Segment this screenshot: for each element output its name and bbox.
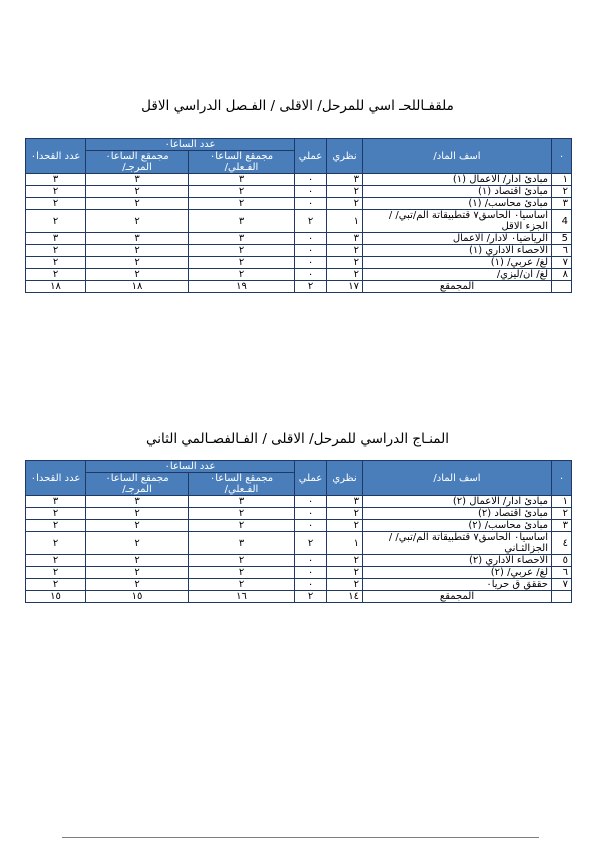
cell-practical: ٠ bbox=[295, 508, 327, 520]
header-units: عدد القحدا٠ bbox=[26, 461, 86, 496]
total-actual-hours: ١٦ bbox=[189, 591, 295, 603]
cell-practical: ٠ bbox=[295, 198, 327, 210]
cell-approved-hours: ٢ bbox=[86, 567, 189, 579]
total-row bbox=[26, 591, 572, 603]
cell-actual-hours: ٢ bbox=[189, 269, 295, 281]
cell-approved-hours: ٢ bbox=[86, 269, 189, 281]
total-row bbox=[26, 281, 572, 293]
cell-actual-hours: ٣ bbox=[189, 496, 295, 508]
cell-num: ٢ bbox=[552, 508, 572, 520]
cell-theory: ٢ bbox=[327, 567, 363, 579]
cell-practical: ٠ bbox=[295, 233, 327, 245]
header-actual-hours: مجمقع الساعا٠ الفـعلي/ bbox=[189, 151, 295, 174]
cell-units: ٢ bbox=[26, 579, 86, 591]
total-num-cell bbox=[552, 281, 572, 293]
table-row bbox=[26, 579, 572, 591]
header-practical: عملي bbox=[295, 139, 327, 174]
cell-subject: الرياضيا٠ لادار/ الاعمال bbox=[363, 233, 552, 245]
cell-practical: ٠ bbox=[295, 257, 327, 269]
cell-subject: الاحصاء الاداري (١) bbox=[363, 245, 552, 257]
cell-units: ٣ bbox=[26, 174, 86, 186]
cell-practical: ٠ bbox=[295, 567, 327, 579]
total-actual-hours: ١٩ bbox=[189, 281, 295, 293]
total-units: ١٨ bbox=[26, 281, 86, 293]
cell-units: ٢ bbox=[26, 508, 86, 520]
cell-units: ٢ bbox=[26, 532, 86, 555]
table-row bbox=[26, 567, 572, 579]
cell-subject: مبادئ ادار/ الاعمال (٢) bbox=[363, 496, 552, 508]
cell-practical: ٠ bbox=[295, 579, 327, 591]
cell-num: ٥ bbox=[552, 555, 572, 567]
cell-practical: ٠ bbox=[295, 174, 327, 186]
cell-theory: ١ bbox=[327, 210, 363, 233]
header-approved-hours: مجمقع الساعا٠ المرجـ/ bbox=[86, 473, 189, 496]
cell-theory: ٢ bbox=[327, 257, 363, 269]
total-practical: ٢ bbox=[295, 281, 327, 293]
cell-units: ٣ bbox=[26, 233, 86, 245]
cell-num: ٣ bbox=[552, 520, 572, 532]
footer-divider bbox=[62, 837, 539, 838]
cell-actual-hours: ٣ bbox=[189, 532, 295, 555]
total-approved-hours: ١٥ bbox=[86, 591, 189, 603]
cell-num: ١ bbox=[552, 174, 572, 186]
header-theory: نظري bbox=[327, 139, 363, 174]
table1-title: ملقفـاللحـ اسي للمرحل/ الاقلى / الفـصل الدراسي الاقل bbox=[141, 98, 454, 114]
cell-num: 5 bbox=[552, 233, 572, 245]
cell-approved-hours: ٢ bbox=[86, 520, 189, 532]
cell-practical: ٠ bbox=[295, 555, 327, 567]
header-practical: عملي bbox=[295, 461, 327, 496]
cell-theory: ٣ bbox=[327, 496, 363, 508]
cell-actual-hours: ٢ bbox=[189, 520, 295, 532]
total-theory: ١٧ bbox=[327, 281, 363, 293]
cell-subject: مبادئ اقتصاد (١) bbox=[363, 186, 552, 198]
total-practical: ٢ bbox=[295, 591, 327, 603]
cell-num: ١ bbox=[552, 496, 572, 508]
cell-practical: ٠ bbox=[295, 186, 327, 198]
cell-approved-hours: ٣ bbox=[86, 496, 189, 508]
cell-approved-hours: ٢ bbox=[86, 555, 189, 567]
cell-subject: اساسيا٠ الحاسق٧ قتطبيقاتة الم/تبي/ / الجزء الاقل bbox=[363, 210, 552, 233]
cell-approved-hours: ٢ bbox=[86, 508, 189, 520]
cell-units: ٢ bbox=[26, 210, 86, 233]
cell-subject: مبادئ اقتصاد (٢) bbox=[363, 508, 552, 520]
cell-approved-hours: ٢ bbox=[86, 245, 189, 257]
cell-practical: ٢ bbox=[295, 532, 327, 555]
total-units: ١٥ bbox=[26, 591, 86, 603]
cell-theory: ٢ bbox=[327, 198, 363, 210]
semester1-table bbox=[25, 138, 572, 293]
cell-subject: لغ/ عربي/ (١) bbox=[363, 257, 552, 269]
cell-theory: ٢ bbox=[327, 579, 363, 591]
cell-units: ٢ bbox=[26, 198, 86, 210]
cell-num: ٢ bbox=[552, 186, 572, 198]
cell-units: ٢ bbox=[26, 269, 86, 281]
cell-subject: مبادئ محاسب/ (٢) bbox=[363, 520, 552, 532]
cell-subject: مبادئ محاسب/ (١) bbox=[363, 198, 552, 210]
cell-actual-hours: ٣ bbox=[189, 210, 295, 233]
cell-approved-hours: ٢ bbox=[86, 532, 189, 555]
cell-num: ٦ bbox=[552, 245, 572, 257]
cell-actual-hours: ٢ bbox=[189, 567, 295, 579]
cell-theory: ٣ bbox=[327, 233, 363, 245]
table-row bbox=[26, 198, 572, 210]
cell-subject: لغ/ عربي/ (٢) bbox=[363, 567, 552, 579]
cell-practical: ٠ bbox=[295, 269, 327, 281]
cell-subject: اساسيا٠ الحاسق٧ قتطبيقاتة الم/تبي/ / الجزالثـاني bbox=[363, 532, 552, 555]
cell-subject: لغ/ ان/ليزي/ bbox=[363, 269, 552, 281]
table-row bbox=[26, 210, 572, 233]
cell-approved-hours: ٢ bbox=[86, 257, 189, 269]
cell-approved-hours: ٢ bbox=[86, 198, 189, 210]
table-row bbox=[26, 520, 572, 532]
cell-units: ٢ bbox=[26, 555, 86, 567]
cell-actual-hours: ٢ bbox=[189, 508, 295, 520]
cell-approved-hours: ٢ bbox=[86, 579, 189, 591]
cell-practical: ٢ bbox=[295, 210, 327, 233]
cell-num: 4 bbox=[552, 210, 572, 233]
cell-subject: مبادئ ادار/ الاعمال (١) bbox=[363, 174, 552, 186]
cell-practical: ٠ bbox=[295, 520, 327, 532]
cell-approved-hours: ٢ bbox=[86, 210, 189, 233]
cell-num: ٤ bbox=[552, 532, 572, 555]
cell-theory: ١ bbox=[327, 532, 363, 555]
cell-num: ٧ bbox=[552, 257, 572, 269]
header-subject: اسف الماد/ bbox=[363, 139, 552, 174]
cell-actual-hours: ٢ bbox=[189, 186, 295, 198]
table-row bbox=[26, 555, 572, 567]
table-row bbox=[26, 269, 572, 281]
cell-theory: ٢ bbox=[327, 555, 363, 567]
total-label: المجمقع bbox=[363, 591, 552, 603]
cell-units: ٢ bbox=[26, 257, 86, 269]
header-units: عدد القحدا٠ bbox=[26, 139, 86, 174]
header-actual-hours: مجمقع الساعا٠ الفـعلي/ bbox=[189, 473, 295, 496]
cell-theory: ٣ bbox=[327, 174, 363, 186]
cell-units: ٢ bbox=[26, 567, 86, 579]
total-theory: ١٤ bbox=[327, 591, 363, 603]
cell-approved-hours: ٢ bbox=[86, 186, 189, 198]
table-row bbox=[26, 245, 572, 257]
cell-actual-hours: ٣ bbox=[189, 233, 295, 245]
header-theory: نظري bbox=[327, 461, 363, 496]
header-approved-hours: مجمقع الساعا٠ المرجـ/ bbox=[86, 151, 189, 174]
table2-title: المنـاج الدراسي للمرحل/ الاقلى / الفـالفصـالمي الثاني bbox=[146, 431, 449, 447]
cell-actual-hours: ٣ bbox=[189, 174, 295, 186]
cell-units: ٢ bbox=[26, 245, 86, 257]
cell-actual-hours: ٢ bbox=[189, 245, 295, 257]
cell-subject: حققق ق حريا٠ bbox=[363, 579, 552, 591]
cell-approved-hours: ٣ bbox=[86, 233, 189, 245]
cell-theory: ٢ bbox=[327, 520, 363, 532]
cell-theory: ٢ bbox=[327, 186, 363, 198]
cell-num: ٧ bbox=[552, 579, 572, 591]
cell-theory: ٢ bbox=[327, 245, 363, 257]
table-row bbox=[26, 257, 572, 269]
cell-theory: ٢ bbox=[327, 269, 363, 281]
cell-actual-hours: ٢ bbox=[189, 198, 295, 210]
cell-practical: ٠ bbox=[295, 245, 327, 257]
semester2-table bbox=[25, 460, 572, 603]
cell-units: ٣ bbox=[26, 496, 86, 508]
cell-actual-hours: ٢ bbox=[189, 257, 295, 269]
table-row bbox=[26, 186, 572, 198]
header-num: ٠ bbox=[552, 461, 572, 496]
cell-num: ٨ bbox=[552, 269, 572, 281]
total-label: المجمقع bbox=[363, 281, 552, 293]
table-row bbox=[26, 496, 572, 508]
cell-actual-hours: ٢ bbox=[189, 555, 295, 567]
cell-practical: ٠ bbox=[295, 496, 327, 508]
header-num: ٠ bbox=[552, 139, 572, 174]
header-subject: اسف الماد/ bbox=[363, 461, 552, 496]
cell-actual-hours: ٢ bbox=[189, 579, 295, 591]
table-row bbox=[26, 233, 572, 245]
cell-num: ٦ bbox=[552, 567, 572, 579]
total-num-cell bbox=[552, 591, 572, 603]
total-approved-hours: ١٨ bbox=[86, 281, 189, 293]
table-row bbox=[26, 174, 572, 186]
cell-units: ٢ bbox=[26, 186, 86, 198]
cell-num: ٣ bbox=[552, 198, 572, 210]
cell-approved-hours: ٣ bbox=[86, 174, 189, 186]
cell-theory: ٢ bbox=[327, 508, 363, 520]
cell-units: ٢ bbox=[26, 520, 86, 532]
table-row bbox=[26, 532, 572, 555]
cell-subject: الاحصاء الاداري (٢) bbox=[363, 555, 552, 567]
header-hours-group: عدد الساعا٠ bbox=[86, 461, 295, 473]
header-hours-group: عدد الساعا٠ bbox=[86, 139, 295, 151]
table-row bbox=[26, 508, 572, 520]
